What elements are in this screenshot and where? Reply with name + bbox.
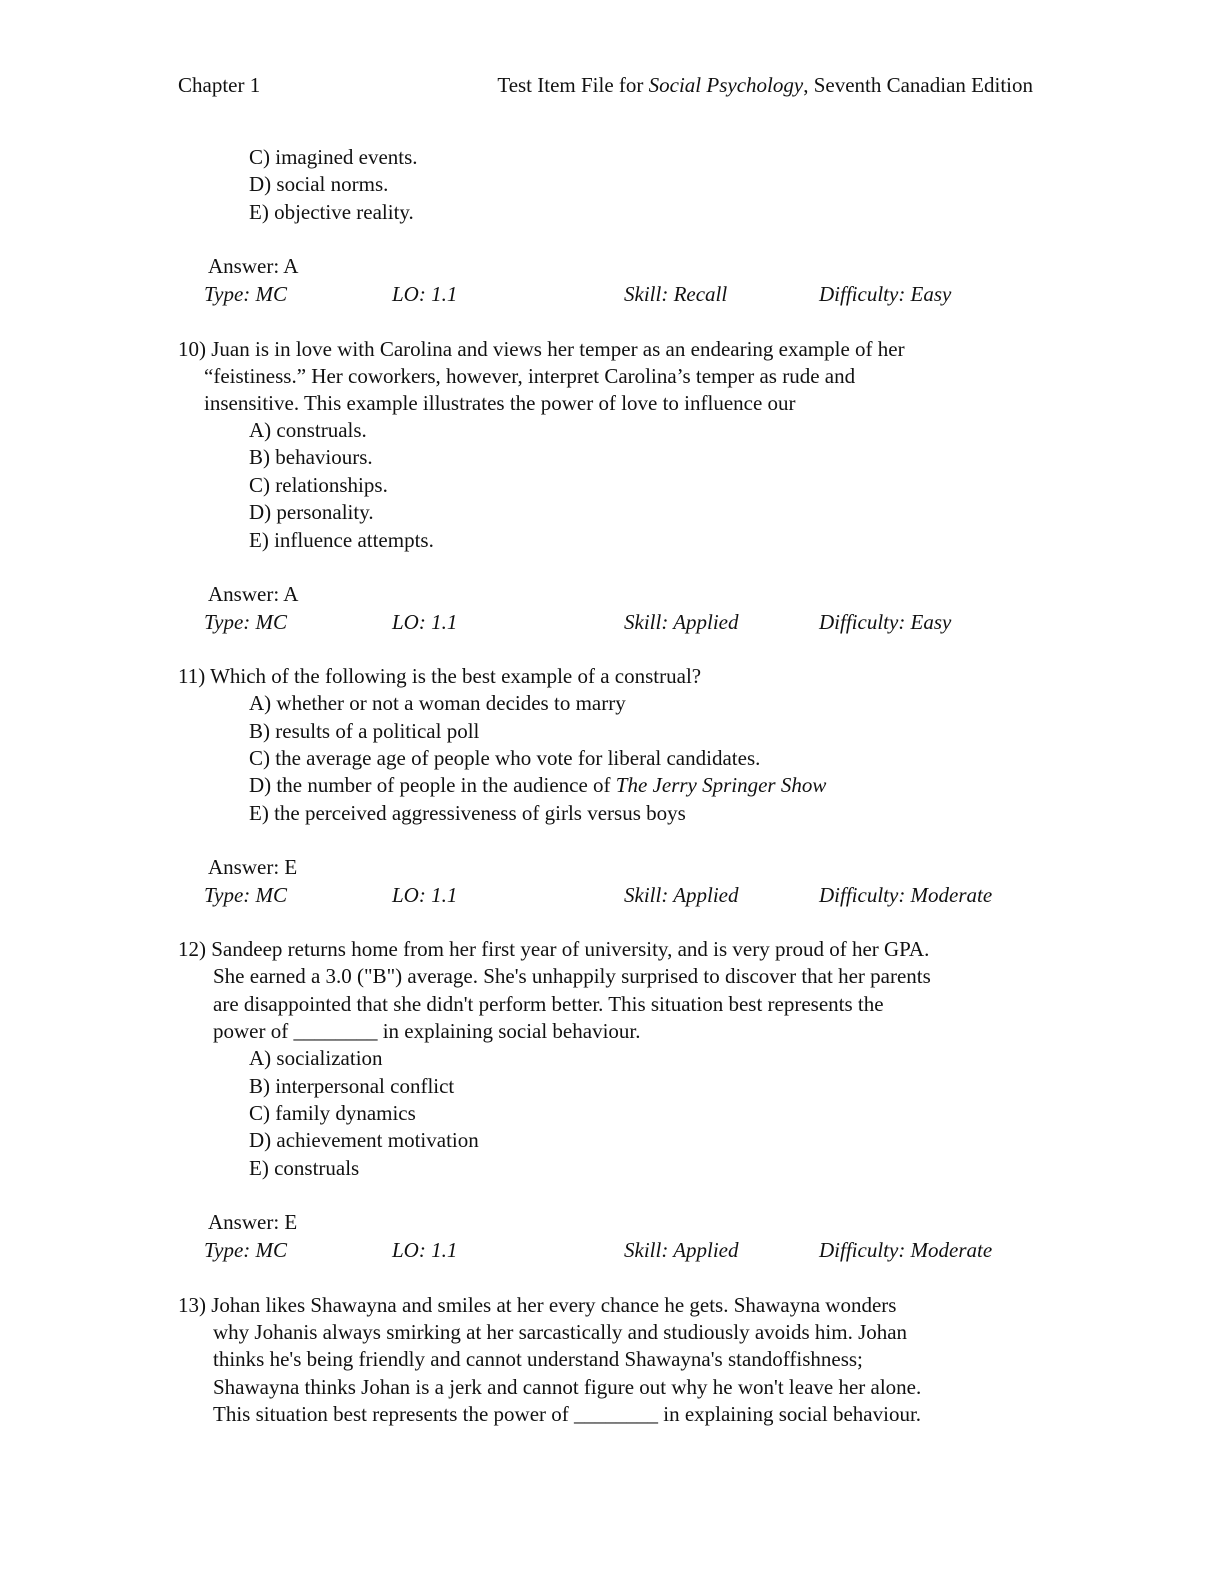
q9-option-e: E) objective reality. [249,200,414,224]
q11-option-e: E) the perceived aggressiveness of girls versus boys [249,801,686,825]
q10-option-d: D) personality. [249,500,374,524]
q12-option-b: B) interpersonal conflict [249,1074,455,1098]
q12-stem-line-2: She earned a 3.0 ("B") average. She's unhappily surprised to discover that her parents [213,964,931,988]
q11-option-a: A) whether or not a woman decides to marry [249,691,626,715]
q12-option-e: E) construals [249,1156,360,1180]
q12-stem-line-1: 12) Sandeep returns home from her first year of university, and is very proud of her GPA. [178,937,930,961]
q10-skill: Skill: Applied [624,610,739,634]
q11-lo: LO: 1.1 [392,883,458,907]
q12-option-c: C) family dynamics [249,1101,416,1125]
q12-difficulty: Difficulty: Moderate [819,1238,993,1262]
q11-option-d-text: D) the number of people in the audience of [249,773,616,797]
q10-lo: LO: 1.1 [392,610,458,634]
q12-stem-line-4: power of ________ in explaining social behaviour. [213,1019,641,1043]
q13-stem-line-3: thinks he's being friendly and cannot understand Shawayna's standoffishness; [213,1347,863,1371]
q9-skill: Skill: Recall [624,282,728,306]
header-title-prefix: Test Item File for [497,73,649,97]
header-title-suffix: , Seventh Canadian Edition [803,73,1033,97]
q13-stem-line-1: 13) Johan likes Shawayna and smiles at her every chance he gets. Shawayna wonders [178,1293,897,1317]
q9-answer: Answer: A [208,254,299,278]
q10-stem-line-2: “feistiness.” Her coworkers, however, interpret Carolina’s temper as rude and [204,364,856,388]
q11-skill: Skill: Applied [624,883,739,907]
q12-option-d: D) achievement motivation [249,1128,479,1152]
q9-option-d: D) social norms. [249,172,389,196]
q13-stem-line-2: why Johanis always smirking at her sarcastically and studiously avoids him. Johan [213,1320,908,1344]
q10-option-a: A) construals. [249,418,367,442]
q13-stem-line-5: This situation best represents the power of ________ in explaining social behaviour. [213,1402,922,1426]
header-title [497,72,1033,98]
header-book-title: Social Psychology [648,73,804,97]
q10-type: Type: MC [204,610,288,634]
q11-option-b: B) results of a political poll [249,719,480,743]
q12-lo: LO: 1.1 [392,1238,458,1262]
q10-stem-line-1: 10) Juan is in love with Carolina and views her temper as an endearing example of her [178,337,905,361]
q12-answer: Answer: E [208,1210,298,1234]
q11-option-d [249,772,826,798]
q11-stem: 11) Which of the following is the best example of a construal? [178,664,702,688]
q12-skill: Skill: Applied [624,1238,739,1262]
q9-option-c: C) imagined events. [249,145,418,169]
q11-type: Type: MC [204,883,288,907]
q10-stem-line-3: insensitive. This example illustrates the power of love to influence our [204,391,796,415]
q12-stem-line-3: are disappointed that she didn't perform better. This situation best represents the [213,992,884,1016]
q12-option-a: A) socialization [249,1046,383,1070]
q13-stem-line-4: Shawayna thinks Johan is a jerk and cannot figure out why he won't leave her alone. [213,1375,922,1399]
q9-difficulty: Difficulty: Easy [819,282,952,306]
q12-type: Type: MC [204,1238,288,1262]
q11-answer: Answer: E [208,855,298,879]
q10-option-b: B) behaviours. [249,445,373,469]
q11-option-d-show-title: The Jerry Springer Show [615,773,827,797]
q11-option-c: C) the average age of people who vote for liberal candidates. [249,746,761,770]
q9-lo: LO: 1.1 [392,282,458,306]
q10-option-e: E) influence attempts. [249,528,434,552]
q10-option-c: C) relationships. [249,473,388,497]
q11-difficulty: Difficulty: Moderate [819,883,993,907]
q10-answer: Answer: A [208,582,299,606]
q9-type: Type: MC [204,282,288,306]
q10-difficulty: Difficulty: Easy [819,610,952,634]
header-chapter: Chapter 1 [178,73,261,97]
